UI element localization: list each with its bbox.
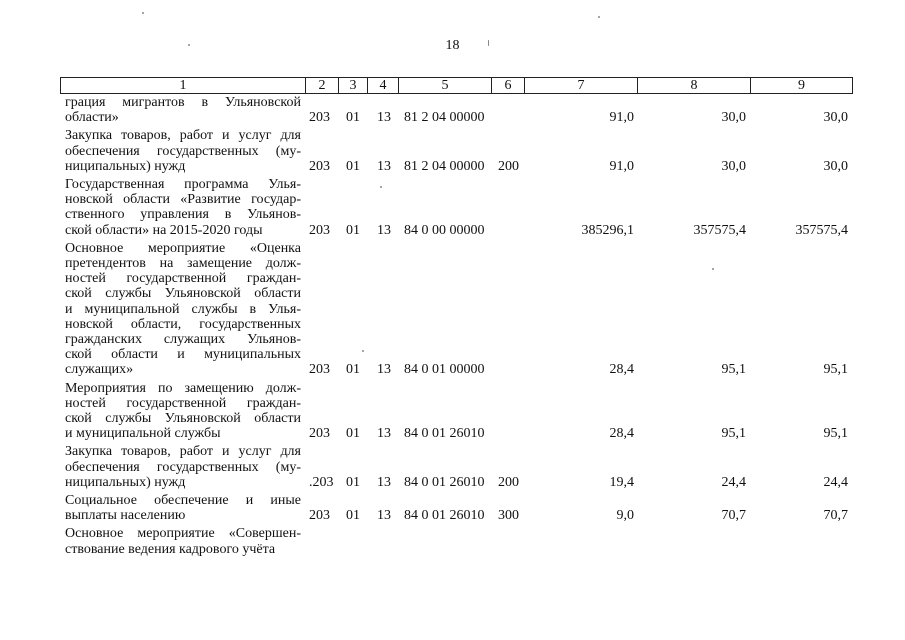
cell-col-4: 13 [377, 110, 391, 126]
cell-col-8: 70,7 [721, 508, 746, 524]
description-line: ниципальных) нужд [65, 474, 186, 490]
cell-col-3: 01 [346, 110, 360, 126]
scan-speck [598, 16, 600, 18]
cell-col-6: 200 [498, 158, 519, 174]
cell-col-7: 19,4 [609, 474, 634, 490]
cell-col-3: 01 [346, 158, 360, 174]
description-line: ностей государственной граждан- [65, 271, 301, 287]
header-col-5: 5 [399, 77, 492, 94]
cell-col-7: 9,0 [616, 508, 634, 524]
description-line: новской области, государственных [65, 316, 301, 332]
cell-col-2: 203 [309, 426, 330, 442]
description-line: и муниципальной службы [65, 426, 221, 442]
row-description [65, 526, 301, 556]
cell-col-9: 357575,4 [795, 222, 848, 238]
cell-col-5: 81 2 04 00000 [404, 158, 485, 174]
row-description [65, 177, 301, 238]
cell-col-5: 81 2 04 00000 [404, 110, 485, 126]
header-col-7: 7 [525, 77, 638, 94]
description-line: грация мигрантов в Ульяновской [65, 95, 301, 110]
scan-speck [362, 350, 364, 352]
cell-col-7: 28,4 [609, 362, 634, 378]
description-line: Основное мероприятие «Оценка [65, 240, 301, 256]
cell-col-4: 13 [377, 362, 391, 378]
cell-col-7: 91,0 [609, 110, 634, 126]
cell-col-5: 84 0 01 26010 [404, 474, 485, 490]
scan-speck [188, 44, 190, 46]
description-line: ственного управления в Ульянов- [65, 207, 301, 223]
description-line: Закупка товаров, работ и услуг для [65, 444, 301, 460]
row-description [65, 493, 301, 523]
header-col-1: 1 [60, 77, 306, 94]
description-line: новской области «Развитие государ- [65, 192, 301, 208]
row-description [65, 381, 301, 442]
cell-col-9: 30,0 [823, 110, 848, 126]
cell-col-9: 95,1 [823, 362, 848, 378]
table-header [60, 77, 853, 94]
cell-col-4: 13 [377, 158, 391, 174]
cell-col-4: 13 [377, 426, 391, 442]
scan-speck [488, 40, 489, 46]
cell-col-3: 01 [346, 508, 360, 524]
cell-col-2: 203 [309, 110, 330, 126]
description-line: ской области и муниципальных [65, 347, 301, 363]
scan-speck [142, 12, 144, 14]
cell-col-4: 13 [377, 508, 391, 524]
cell-col-6: 200 [498, 474, 519, 490]
description-line: и муниципальной службы в Улья- [65, 301, 301, 317]
cell-col-3: 01 [346, 426, 360, 442]
cell-col-2: 203 [309, 362, 330, 378]
cell-col-4: 13 [377, 474, 391, 490]
row-description [65, 444, 301, 490]
description-line: ниципальных) нужд [65, 158, 186, 174]
cell-col-8: 24,4 [721, 474, 746, 490]
description-line: Мероприятия по замещению долж- [65, 380, 301, 396]
description-line: обеспечения государственных (му- [65, 459, 301, 475]
cell-col-7: 28,4 [609, 426, 634, 442]
header-col-4: 4 [368, 77, 399, 94]
cell-col-4: 13 [377, 222, 391, 238]
row-description [65, 95, 301, 125]
cell-col-5: 84 0 01 26010 [404, 508, 485, 524]
header-col-6: 6 [492, 77, 525, 94]
header-col-8: 8 [638, 77, 751, 94]
cell-col-8: 30,0 [721, 158, 746, 174]
cell-col-2: 203 [309, 158, 330, 174]
scan-speck [380, 186, 382, 188]
header-col-2: 2 [306, 77, 339, 94]
cell-col-2: .203 [309, 474, 334, 490]
description-line: претендентов на замещение долж- [65, 256, 301, 271]
description-line: ской службы Ульяновской области [65, 411, 301, 426]
cell-col-3: 01 [346, 474, 360, 490]
cell-col-9: 95,1 [823, 426, 848, 442]
description-line: служащих» [65, 362, 134, 378]
cell-col-5: 84 0 00 00000 [404, 222, 485, 238]
cell-col-9: 30,0 [823, 158, 848, 174]
cell-col-3: 01 [346, 222, 360, 238]
cell-col-5: 84 0 01 26010 [404, 426, 485, 442]
row-description [65, 241, 301, 378]
cell-col-3: 01 [346, 362, 360, 378]
cell-col-8: 95,1 [721, 426, 746, 442]
cell-col-2: 203 [309, 222, 330, 238]
description-line: области» [65, 110, 119, 126]
header-col-3: 3 [339, 77, 368, 94]
cell-col-6: 300 [498, 508, 519, 524]
description-line: Закупка товаров, работ и услуг для [65, 128, 301, 144]
row-description [65, 128, 301, 174]
cell-col-7: 91,0 [609, 158, 634, 174]
description-line: Социальное обеспечение и иные [65, 493, 301, 508]
page-number: 18 [445, 38, 460, 53]
scan-speck [712, 268, 714, 270]
cell-col-5: 84 0 01 00000 [404, 362, 485, 378]
description-line: гражданских служащих Ульянов- [65, 332, 301, 348]
cell-col-2: 203 [309, 508, 330, 524]
description-line: ской службы Ульяновской области [65, 286, 301, 302]
description-line: ской области» на 2015-2020 годы [65, 222, 263, 238]
cell-col-9: 70,7 [823, 508, 848, 524]
description-line: Основное мероприятие «Совершен- [65, 526, 301, 542]
description-line: ностей государственной граждан- [65, 395, 301, 411]
cell-col-9: 24,4 [823, 474, 848, 490]
cell-col-7: 385296,1 [581, 222, 634, 238]
description-line: Государственная программа Улья- [65, 177, 301, 192]
description-line: обеспечения государственных (му- [65, 143, 301, 159]
cell-col-8: 30,0 [721, 110, 746, 126]
cell-col-8: 357575,4 [693, 222, 746, 238]
cell-col-8: 95,1 [721, 362, 746, 378]
description-line: ствование ведения кадрового учёта [65, 541, 276, 557]
header-col-9: 9 [751, 77, 853, 94]
description-line: выплаты населению [65, 508, 186, 524]
